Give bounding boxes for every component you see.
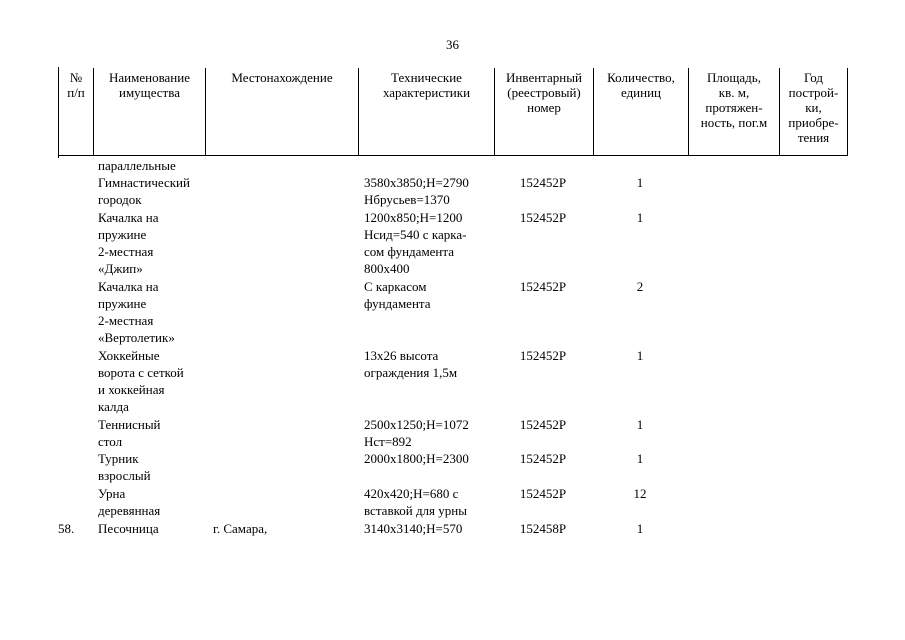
- row-tech: 13х26 высота ограждения 1,5м: [364, 348, 458, 380]
- row-inventory: 152452Р: [519, 210, 567, 225]
- row-quantity: 1: [636, 348, 644, 363]
- row-name: Урна деревянная: [98, 486, 161, 518]
- header-col-inventory: Инвентарный (реестровый) номер: [495, 68, 594, 156]
- row-inventory: 152452Р: [519, 486, 567, 501]
- row-tech: 2000х1800;Н=2300: [364, 451, 469, 466]
- row-tech: 3140х3140;Н=570: [364, 521, 463, 536]
- row-inventory: 152452Р: [519, 348, 567, 363]
- header-col-location: Местонахождение: [206, 68, 359, 156]
- row-name: Теннисный стол: [98, 417, 161, 449]
- header-col-quantity: Количество, единиц: [594, 68, 689, 156]
- row-tech: 2500х1250;Н=1072 Нст=892: [364, 417, 469, 449]
- header-col-year: Год построй- ки, приобре- тения: [780, 68, 848, 156]
- row-quantity: 1: [636, 210, 644, 225]
- row-quantity: 2: [636, 279, 644, 294]
- header-col-area: Площадь, кв. м, протяжен- ность, пог.м: [689, 68, 780, 156]
- page-number: 36: [446, 37, 459, 52]
- row-tech: С каркасом фундамента: [364, 279, 431, 311]
- row-name: Гимнастический городок: [98, 175, 190, 207]
- header-col-number: № п/п: [59, 68, 94, 156]
- row-quantity: 12: [633, 486, 647, 501]
- row-quantity: 1: [636, 175, 644, 190]
- row-name: Качалка на пружине 2-местная «Джип»: [98, 210, 159, 276]
- row-inventory: 152452Р: [519, 417, 567, 432]
- row-name: Турник взрослый: [98, 451, 151, 483]
- row-location: г. Самара,: [213, 521, 268, 536]
- row-quantity: 1: [636, 521, 644, 536]
- row-quantity: 1: [636, 451, 644, 466]
- row-name: Песочница: [98, 521, 159, 536]
- row-name: Качалка на пружине 2-местная «Вертолетик»: [98, 279, 175, 345]
- row-tech: 3580х3850;Н=2790 Нбрусьев=1370: [364, 175, 469, 207]
- row-name: Хоккейные ворота с сеткой и хоккейная калда: [98, 348, 184, 414]
- row-tech: 420х420;Н=680 с вставкой для урны: [364, 486, 467, 518]
- row-inventory: 152458Р: [519, 521, 567, 536]
- header-col-tech: Технические характеристики: [359, 68, 495, 156]
- row-quantity: 1: [636, 417, 644, 432]
- header-col-name: Наименование имущества: [94, 68, 206, 156]
- row-inventory: 152452Р: [519, 451, 567, 466]
- row-name: параллельные: [98, 158, 176, 173]
- row-inventory: 152452Р: [519, 279, 567, 294]
- row-inventory: 152452Р: [519, 175, 567, 190]
- row-number: 58.: [58, 521, 75, 536]
- table-header: [58, 67, 839, 158]
- row-tech: 1200х850;Н=1200 Нсид=540 с карка- сом фундамента 800х400: [364, 210, 467, 276]
